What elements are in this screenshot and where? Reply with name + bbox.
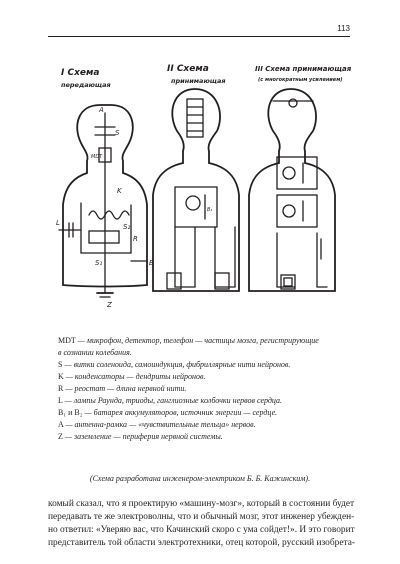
legend-item-a: A — антенна-рамка — «чувствительные тельца» нервов. <box>58 420 256 429</box>
body-line: представитель той области электротехники, отец которой, русский изобрета- <box>48 538 355 548</box>
figure-caption: (Схема разработана инженером-электриком Б. Б. Кажинским). <box>89 474 311 483</box>
header-rule <box>48 36 350 37</box>
legend-item-mdt: MDT — микрофон, детектор, телефон — частицы мозга, регистрирующие <box>58 336 319 345</box>
scheme-2-title: II Схема <box>167 64 209 74</box>
legend-item-b: B₁ и B₂ — батарея аккумуляторов, источник энергии — сердце. <box>58 408 278 417</box>
legend-item-s: S — витки соленоида, самоиндукция, фибриллярные нити нейронов. <box>58 360 291 369</box>
legend-item-mdt-cont: в сознании колебания. <box>58 348 132 357</box>
scheme-1-title: I Схема <box>61 68 100 78</box>
label-mdt: MDT <box>91 154 103 160</box>
scheme-2-subtitle: принимающая <box>171 77 226 85</box>
body-line: передавать те же электроволны, что и обычный мозг, этот инженер убежден- <box>48 512 355 522</box>
label-rheostat: R <box>133 235 138 243</box>
label-battery-1: B₁ <box>207 207 213 213</box>
page-number: 113 <box>337 24 350 33</box>
legend-item-r: R — реостат — длина нервной нити. <box>58 384 187 393</box>
scheme-3-diagram <box>249 89 335 291</box>
scheme-2-diagram <box>153 89 239 291</box>
body-line: комый сказал, что я проектирую «машину-мозг», который в состоянии будет <box>48 499 355 509</box>
label-solenoid-1: S₁ <box>95 259 103 267</box>
scheme-3-title: III Схема принимающая <box>255 65 352 73</box>
scheme-2-letters <box>207 207 212 213</box>
scheme-1-subtitle: передающая <box>61 81 111 89</box>
label-solenoid: S <box>115 129 120 137</box>
scheme-3-subtitle: (с многократным усилением) <box>258 77 343 83</box>
legend-item-k: K — конденсаторы — дендриты нейронов. <box>58 372 206 381</box>
label-lamp: L <box>56 219 60 227</box>
legend-item-l: L — лампы Раунда, триоды, ганглиозные колбочки нервов сердца. <box>58 396 283 405</box>
label-battery: B <box>149 259 154 267</box>
label-ground: Z <box>107 301 112 309</box>
body-paragraph <box>48 498 354 550</box>
brain-radio-schemes-figure <box>55 55 355 315</box>
label-antenna: A <box>99 106 104 114</box>
legend <box>58 335 358 443</box>
scheme-1-diagram <box>59 105 147 297</box>
label-condenser: K <box>117 187 122 195</box>
body-line: но ответил: «Уверяю вас, что Качинский скоро с ума сойдет!». И это говорит <box>48 525 355 535</box>
label-solenoid-2: S₂ <box>123 223 131 231</box>
legend-item-z: Z — заземление — периферия нервной системы. <box>58 432 223 441</box>
